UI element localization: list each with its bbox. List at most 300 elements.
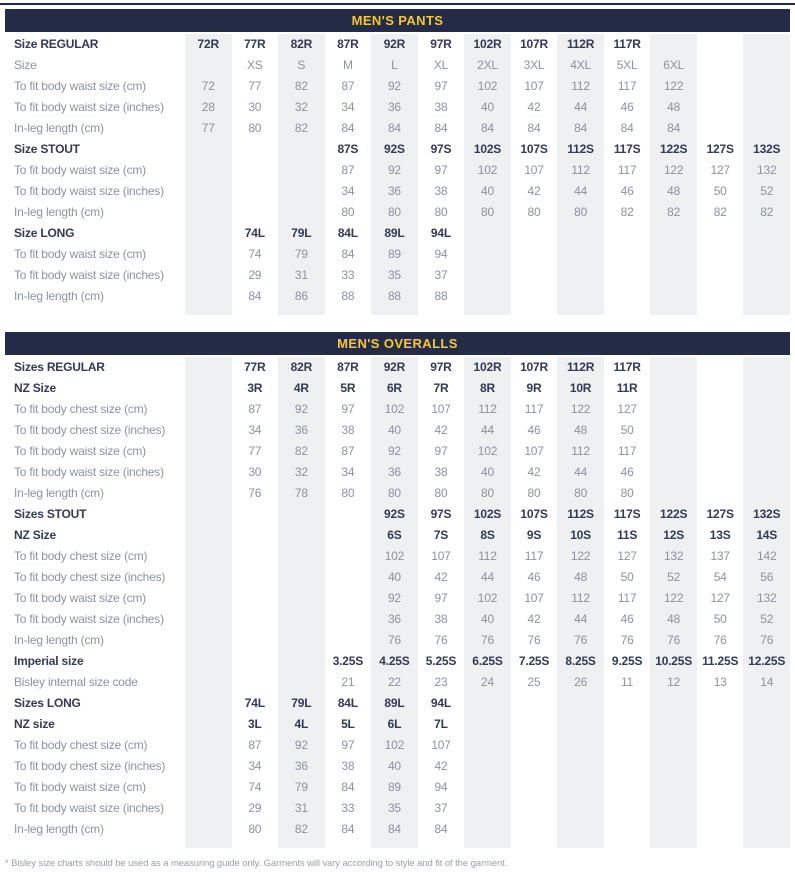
size-cell <box>464 777 511 798</box>
size-cell: 122 <box>557 399 604 420</box>
size-cell: 102 <box>464 160 511 181</box>
size-cell: 76 <box>650 630 697 651</box>
size-cell <box>697 819 744 840</box>
row-label: Imperial size <box>14 654 84 668</box>
size-cell: 7.25S <box>518 654 550 668</box>
size-cell <box>464 798 511 819</box>
mens-overalls-title-bar <box>5 332 790 355</box>
mens-pants-table <box>5 9 790 315</box>
size-cell <box>697 223 744 244</box>
size-cell: 12.25S <box>743 651 790 672</box>
size-cell: 32 <box>278 97 325 118</box>
size-cell: 2XL <box>464 55 511 76</box>
size-cell: 77R <box>244 360 266 374</box>
size-cell: 76 <box>248 486 262 500</box>
size-cell <box>185 378 232 399</box>
size-cell: 84 <box>341 247 355 261</box>
size-cell: 46 <box>620 100 634 114</box>
size-cell <box>650 399 697 420</box>
size-cell <box>511 714 558 735</box>
size-cell <box>697 76 744 97</box>
size-cell: 42 <box>527 465 541 479</box>
size-cell: 84 <box>434 822 448 836</box>
size-cell: 42 <box>527 100 541 114</box>
size-cell: 74L <box>244 226 265 240</box>
size-cell: 97 <box>434 444 448 458</box>
size-cell: 112 <box>464 399 511 420</box>
size-cell: 102R <box>464 34 511 55</box>
size-cell: 97 <box>434 591 448 605</box>
size-cell: 40 <box>371 420 418 441</box>
size-cell: 127S <box>706 507 734 521</box>
size-cell: 4R <box>278 378 325 399</box>
size-cell <box>232 567 279 588</box>
size-cell <box>185 244 232 265</box>
size-cell: XL <box>433 58 449 72</box>
row-label: Size STOUT <box>14 142 80 156</box>
size-cell <box>185 609 232 630</box>
row-label: To fit body waist size (cm) <box>14 163 146 177</box>
row-label: To fit body waist size (cm) <box>14 444 146 458</box>
size-cell <box>697 777 744 798</box>
row-label: To fit body waist size (inches) <box>14 100 164 114</box>
size-cell <box>232 307 279 315</box>
size-cell <box>650 819 697 840</box>
size-cell <box>557 244 604 265</box>
size-cell <box>604 777 651 798</box>
size-cell: 127 <box>710 591 730 605</box>
size-cell <box>743 286 790 307</box>
row-label: Bisley internal size code <box>14 675 138 689</box>
size-cell <box>650 307 697 315</box>
size-cell <box>185 630 232 651</box>
size-cell <box>185 160 232 181</box>
size-cell <box>278 630 325 651</box>
size-cell: 127 <box>617 402 637 416</box>
size-cell: 52 <box>743 609 790 630</box>
size-cell: 29 <box>248 268 262 282</box>
size-cell: XS <box>246 58 263 72</box>
size-cell: 107 <box>431 402 451 416</box>
size-cell <box>232 588 279 609</box>
row-label: Sizes REGULAR <box>14 360 105 374</box>
size-cell: 107 <box>431 549 451 563</box>
size-cell: 52 <box>743 181 790 202</box>
size-cell <box>743 378 790 399</box>
size-cell <box>557 693 604 714</box>
size-cell: 34 <box>341 465 355 479</box>
size-cell <box>325 630 372 651</box>
size-cell: 97S <box>430 142 452 156</box>
size-cell: 74 <box>248 247 262 261</box>
size-cell <box>511 286 558 307</box>
size-cell <box>185 756 232 777</box>
size-cell <box>278 504 325 525</box>
size-cell <box>743 819 790 840</box>
size-cell: 117S <box>613 142 641 156</box>
size-cell <box>185 357 232 378</box>
size-cell: 34 <box>341 184 355 198</box>
size-cell <box>604 223 651 244</box>
size-cell: 122S <box>650 504 697 525</box>
size-cell: 94L <box>430 226 451 240</box>
size-cell <box>557 286 604 307</box>
size-cell <box>557 307 604 315</box>
size-cell <box>697 693 744 714</box>
size-cell: 80 <box>371 483 418 504</box>
size-cell <box>743 223 790 244</box>
size-cell: 50 <box>620 423 634 437</box>
size-cell: 44 <box>557 181 604 202</box>
size-cell <box>511 244 558 265</box>
size-cell <box>232 630 279 651</box>
size-cell: 24 <box>464 672 511 693</box>
size-cell: 94L <box>430 696 451 710</box>
size-cell <box>185 546 232 567</box>
size-cell <box>604 819 651 840</box>
size-cell: 107 <box>524 163 544 177</box>
size-cell <box>697 357 744 378</box>
size-cell <box>697 462 744 483</box>
size-cell: 5R <box>340 381 356 395</box>
row-label: To fit body chest size (inches) <box>14 570 166 584</box>
size-cell: 122 <box>650 76 697 97</box>
size-cell: 9S <box>526 528 542 542</box>
size-cell <box>743 714 790 735</box>
size-cell <box>743 307 790 315</box>
size-cell <box>743 118 790 139</box>
size-cell: 54 <box>713 570 727 584</box>
size-cell <box>557 223 604 244</box>
size-cell: 132S <box>743 139 790 160</box>
size-cell: 77 <box>185 118 232 139</box>
size-cell: 7R <box>433 381 449 395</box>
size-cell: 112R <box>557 34 604 55</box>
size-cell: 102S <box>464 504 511 525</box>
size-cell <box>325 588 372 609</box>
size-cell <box>743 693 790 714</box>
size-cell: 87 <box>341 163 355 177</box>
size-cell <box>278 609 325 630</box>
size-cell <box>185 840 232 848</box>
size-cell: S <box>278 55 325 76</box>
size-cell: 32 <box>278 462 325 483</box>
size-cell <box>697 244 744 265</box>
size-cell: 84 <box>341 780 355 794</box>
size-cell: 11S <box>617 528 638 542</box>
size-cell <box>511 223 558 244</box>
size-cell: 89 <box>371 777 418 798</box>
size-cell: 46 <box>620 184 634 198</box>
size-cell <box>464 714 511 735</box>
size-cell <box>185 55 232 76</box>
size-cell <box>325 567 372 588</box>
size-cell: 107S <box>520 142 548 156</box>
size-cell: 112S <box>557 139 604 160</box>
size-cell: 79 <box>278 777 325 798</box>
size-cell: 30 <box>248 465 262 479</box>
size-cell <box>185 420 232 441</box>
size-cell <box>557 756 604 777</box>
size-cell: 112R <box>557 357 604 378</box>
size-cell: 38 <box>434 100 448 114</box>
size-cell: 44 <box>464 420 511 441</box>
size-cell: 87 <box>341 79 355 93</box>
size-cell <box>697 97 744 118</box>
size-cell: 107 <box>524 591 544 605</box>
mens-overalls-table <box>5 332 790 848</box>
size-cell: 87S <box>337 142 359 156</box>
size-cell <box>743 76 790 97</box>
size-cell <box>743 840 790 848</box>
size-cell <box>743 244 790 265</box>
size-cell <box>185 399 232 420</box>
size-cell: 76 <box>713 633 727 647</box>
size-cell: 34 <box>341 100 355 114</box>
size-cell: 36 <box>371 97 418 118</box>
size-cell: 12S <box>650 525 697 546</box>
size-cell <box>185 819 232 840</box>
size-cell: M <box>342 58 353 72</box>
size-cell <box>697 286 744 307</box>
size-cell: 28 <box>185 97 232 118</box>
size-cell <box>743 735 790 756</box>
size-cell: 86 <box>278 286 325 307</box>
size-cell: 3L <box>247 717 262 731</box>
row-label: Size LONG <box>14 226 75 240</box>
size-cell: 112 <box>557 160 604 181</box>
size-cell: 40 <box>371 756 418 777</box>
size-cell: 112S <box>557 504 604 525</box>
size-cell <box>278 672 325 693</box>
size-cell: 82 <box>620 205 634 219</box>
size-cell: 112 <box>557 588 604 609</box>
size-cell: 79 <box>278 244 325 265</box>
row-label: To fit body waist size (inches) <box>14 268 164 282</box>
size-cell: 80 <box>464 202 511 223</box>
size-cell <box>511 798 558 819</box>
size-cell <box>232 504 279 525</box>
size-cell: 46 <box>620 612 634 626</box>
size-cell <box>185 672 232 693</box>
size-cell: 22 <box>371 672 418 693</box>
size-cell <box>511 307 558 315</box>
size-cell: 102 <box>464 588 511 609</box>
size-cell: 3R <box>247 381 263 395</box>
size-cell: 56 <box>743 567 790 588</box>
size-cell <box>511 756 558 777</box>
size-cell <box>464 693 511 714</box>
size-cell: 82 <box>650 202 697 223</box>
size-cell: 74L <box>244 696 265 710</box>
size-cell <box>464 265 511 286</box>
row-label: To fit body chest size (inches) <box>14 759 166 773</box>
grid-spacer <box>5 840 185 848</box>
size-cell: 76 <box>371 630 418 651</box>
size-cell: 76 <box>743 630 790 651</box>
size-cell: 3.25S <box>332 654 364 668</box>
size-cell <box>185 223 232 244</box>
size-cell: 80 <box>557 202 604 223</box>
row-label: NZ size <box>14 717 55 731</box>
size-cell: 6R <box>371 378 418 399</box>
size-cell: 36 <box>278 420 325 441</box>
size-cell: 132 <box>743 588 790 609</box>
size-cell <box>557 840 604 848</box>
mens-pants-title-bar <box>5 9 790 32</box>
size-cell: 84 <box>248 289 262 303</box>
size-cell <box>232 525 279 546</box>
size-cell <box>604 798 651 819</box>
size-cell: 33 <box>341 268 355 282</box>
size-cell <box>464 223 511 244</box>
size-cell: 38 <box>434 184 448 198</box>
size-cell <box>232 546 279 567</box>
size-cell: 50 <box>713 612 727 626</box>
size-cell: 88 <box>341 289 355 303</box>
size-cell: 102S <box>464 139 511 160</box>
mens-pants-title: MEN'S PANTS <box>351 13 444 28</box>
size-cell <box>743 798 790 819</box>
size-cell <box>604 735 651 756</box>
size-cell <box>697 714 744 735</box>
size-cell: 35 <box>371 265 418 286</box>
size-cell <box>371 307 418 315</box>
row-label: To fit body waist size (cm) <box>14 591 146 605</box>
size-cell: 87 <box>341 444 355 458</box>
size-cell <box>232 840 279 848</box>
size-cell <box>604 714 651 735</box>
size-cell <box>464 819 511 840</box>
size-cell: 107R <box>520 360 548 374</box>
size-cell: 80 <box>527 486 541 500</box>
size-cell <box>464 840 511 848</box>
row-label: To fit body waist size (inches) <box>14 801 164 815</box>
size-cell: 92 <box>371 76 418 97</box>
size-cell: 80 <box>527 205 541 219</box>
size-cell <box>325 840 372 848</box>
size-cell <box>697 420 744 441</box>
size-cell <box>278 202 325 223</box>
size-cell: 40 <box>371 567 418 588</box>
size-cell: 117 <box>617 444 637 458</box>
size-cell: 107 <box>524 444 544 458</box>
row-label: NZ Size <box>14 381 56 395</box>
row-label: In-leg length (cm) <box>14 205 104 219</box>
size-cell: 42 <box>434 759 448 773</box>
size-cell: 40 <box>464 181 511 202</box>
size-cell: 5L <box>341 717 355 731</box>
size-cell <box>232 181 279 202</box>
size-cell: 42 <box>527 612 541 626</box>
size-cell <box>464 307 511 315</box>
size-cell: 84 <box>464 118 511 139</box>
size-cell: 97R <box>430 360 452 374</box>
size-cell: 137 <box>710 549 730 563</box>
size-cell <box>185 714 232 735</box>
size-cell: 82 <box>278 118 325 139</box>
size-cell: 14 <box>743 672 790 693</box>
size-cell: 36 <box>278 756 325 777</box>
size-cell: 92R <box>371 357 418 378</box>
size-cell: 35 <box>371 798 418 819</box>
row-label: To fit body waist size (cm) <box>14 247 146 261</box>
size-cell: 79L <box>278 223 325 244</box>
size-cell <box>278 546 325 567</box>
size-cell: 88 <box>434 289 448 303</box>
size-cell <box>743 34 790 55</box>
size-cell: 80 <box>341 205 355 219</box>
size-cell: 8R <box>464 378 511 399</box>
size-cell: 89L <box>371 223 418 244</box>
size-cell: 23 <box>434 675 448 689</box>
size-cell: 77R <box>244 37 266 51</box>
size-cell: 80 <box>464 483 511 504</box>
size-cell <box>650 34 697 55</box>
size-cell: 117 <box>617 591 637 605</box>
size-cell: 38 <box>341 759 355 773</box>
size-cell <box>278 651 325 672</box>
size-cell: 97S <box>430 507 452 521</box>
size-cell <box>743 399 790 420</box>
size-cell <box>650 357 697 378</box>
size-cell: 13S <box>709 528 731 542</box>
row-label: In-leg length (cm) <box>14 289 104 303</box>
size-cell <box>697 441 744 462</box>
size-cell: 76 <box>434 633 448 647</box>
size-cell: 4.25S <box>371 651 418 672</box>
size-cell <box>650 777 697 798</box>
size-cell <box>232 139 279 160</box>
size-cell: 76 <box>464 630 511 651</box>
size-cell: 38 <box>434 465 448 479</box>
size-cell: 8S <box>464 525 511 546</box>
mens-overalls-grid <box>5 357 790 848</box>
size-cell: 6XL <box>650 55 697 76</box>
size-cell: 132 <box>743 160 790 181</box>
row-label: Size <box>14 58 37 72</box>
size-cell <box>604 840 651 848</box>
size-cell <box>650 244 697 265</box>
row-label: In-leg length (cm) <box>14 486 104 500</box>
size-cell: 82 <box>278 76 325 97</box>
size-cell: 7L <box>434 717 448 731</box>
size-cell: 92 <box>371 441 418 462</box>
size-cell <box>185 483 232 504</box>
size-cell: 44 <box>557 462 604 483</box>
size-cell <box>185 651 232 672</box>
size-cell <box>185 693 232 714</box>
size-cell <box>185 286 232 307</box>
size-cell <box>697 118 744 139</box>
size-cell <box>511 819 558 840</box>
size-cell <box>325 307 372 315</box>
size-cell: 117S <box>613 507 641 521</box>
size-cell <box>697 756 744 777</box>
size-cell <box>278 525 325 546</box>
size-cell <box>511 735 558 756</box>
size-cell: 80 <box>434 205 448 219</box>
size-cell: 102 <box>371 399 418 420</box>
size-cell: 48 <box>557 420 604 441</box>
size-cell <box>604 286 651 307</box>
size-cell: 77 <box>248 444 262 458</box>
size-cell: 11 <box>621 675 634 689</box>
size-cell <box>650 840 697 848</box>
size-cell: 77 <box>248 79 262 93</box>
size-cell: 80 <box>341 486 355 500</box>
size-cell: 97 <box>341 738 355 752</box>
